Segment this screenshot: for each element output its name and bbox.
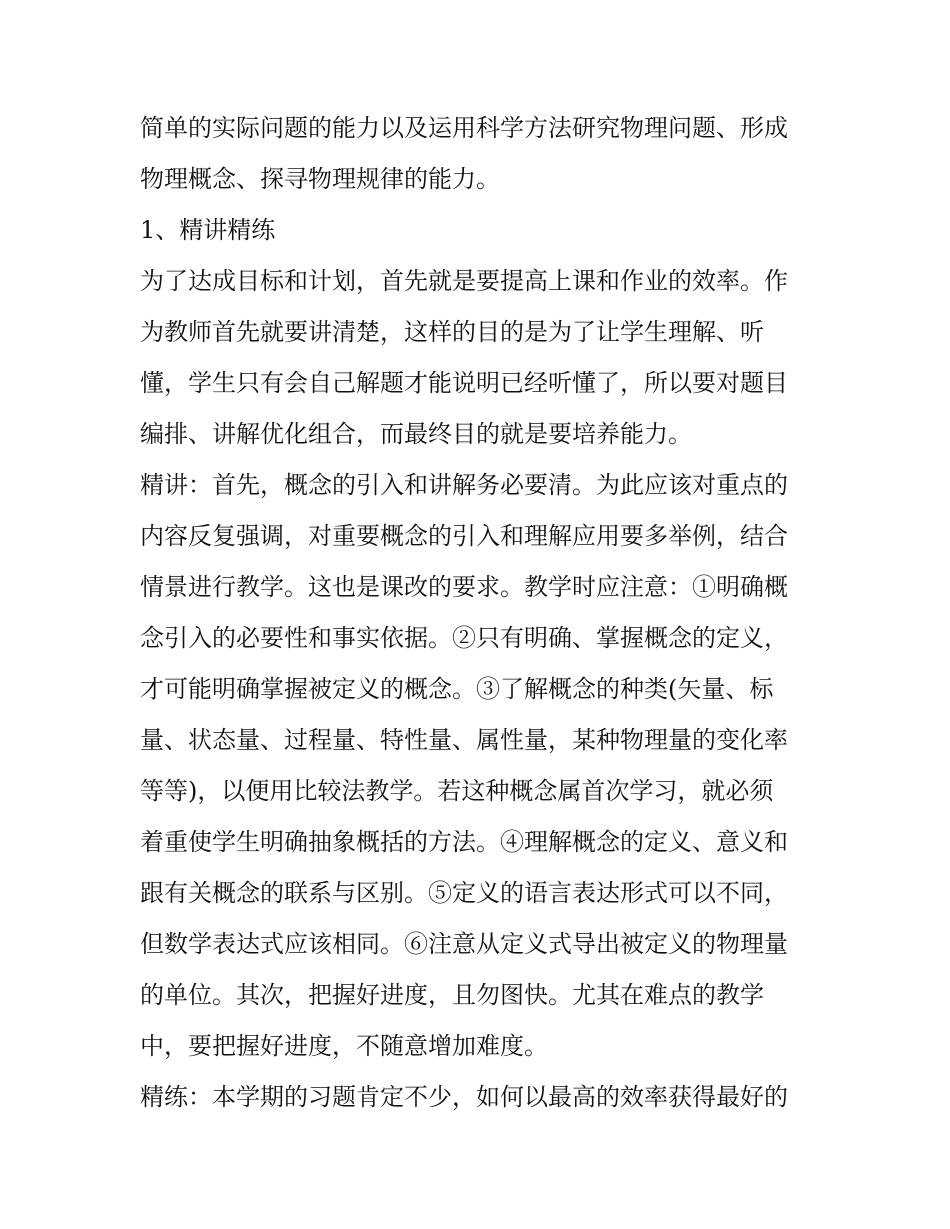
text-line: 量、状态量、过程量、特性量、属性量，某种物理量的变化率 [140,726,788,754]
text-line: 懂，学生只有会自己解题才能说明已经听懂了，所以要对题目 [140,369,788,397]
text-line: 为了达成目标和计划，首先就是要提高上课和作业的效率。作 [140,267,788,295]
text-line: 等等)，以便用比较法教学。若这种概念属首次学习，就必须 [140,777,774,805]
text-line: 编排、讲解优化组合，而最终目的就是要培养能力。 [140,420,692,448]
text-line: 情景进行教学。这也是课改的要求。教学时应注意：①明确概 [140,573,788,601]
text-line: 念引入的必要性和事实依据。②只有明确、掌握概念的定义， [140,624,788,652]
text-line: 着重使学生明确抽象概括的方法。④理解概念的定义、意义和 [140,828,788,856]
text-line: 物理概念、探寻物理规律的能力。 [140,165,500,193]
text-line: 精讲：首先，概念的引入和讲解务必要清。为此应该对重点的 [140,471,788,499]
text-line: 精练：本学期的习题肯定不少，如何以最高的效率获得最好的 [140,1083,788,1111]
text-line: 但数学表达式应该相同。⑥注意从定义式导出被定义的物理量 [140,930,788,958]
text-line: 才可能明确掌握被定义的概念。③了解概念的种类(矢量、标 [140,675,774,703]
text-line: 跟有关概念的联系与区别。⑤定义的语言表达形式可以不同， [140,879,788,907]
text-line: 的单位。其次，把握好进度，且勿图快。尤其在难点的教学 [140,981,764,1009]
text-line: 内容反复强调，对重要概念的引入和理解应用要多举例，结合 [140,522,788,550]
text-line: 为教师首先就要讲清楚，这样的目的是为了让学生理解、听 [140,318,764,346]
section-heading: 1、精讲精练 [140,216,276,244]
text-line: 中，要把握好进度，不随意增加难度。 [140,1032,548,1060]
text-line: 简单的实际问题的能力以及运用科学方法研究物理问题、形成 [140,114,788,142]
body-text [140,103,820,1123]
